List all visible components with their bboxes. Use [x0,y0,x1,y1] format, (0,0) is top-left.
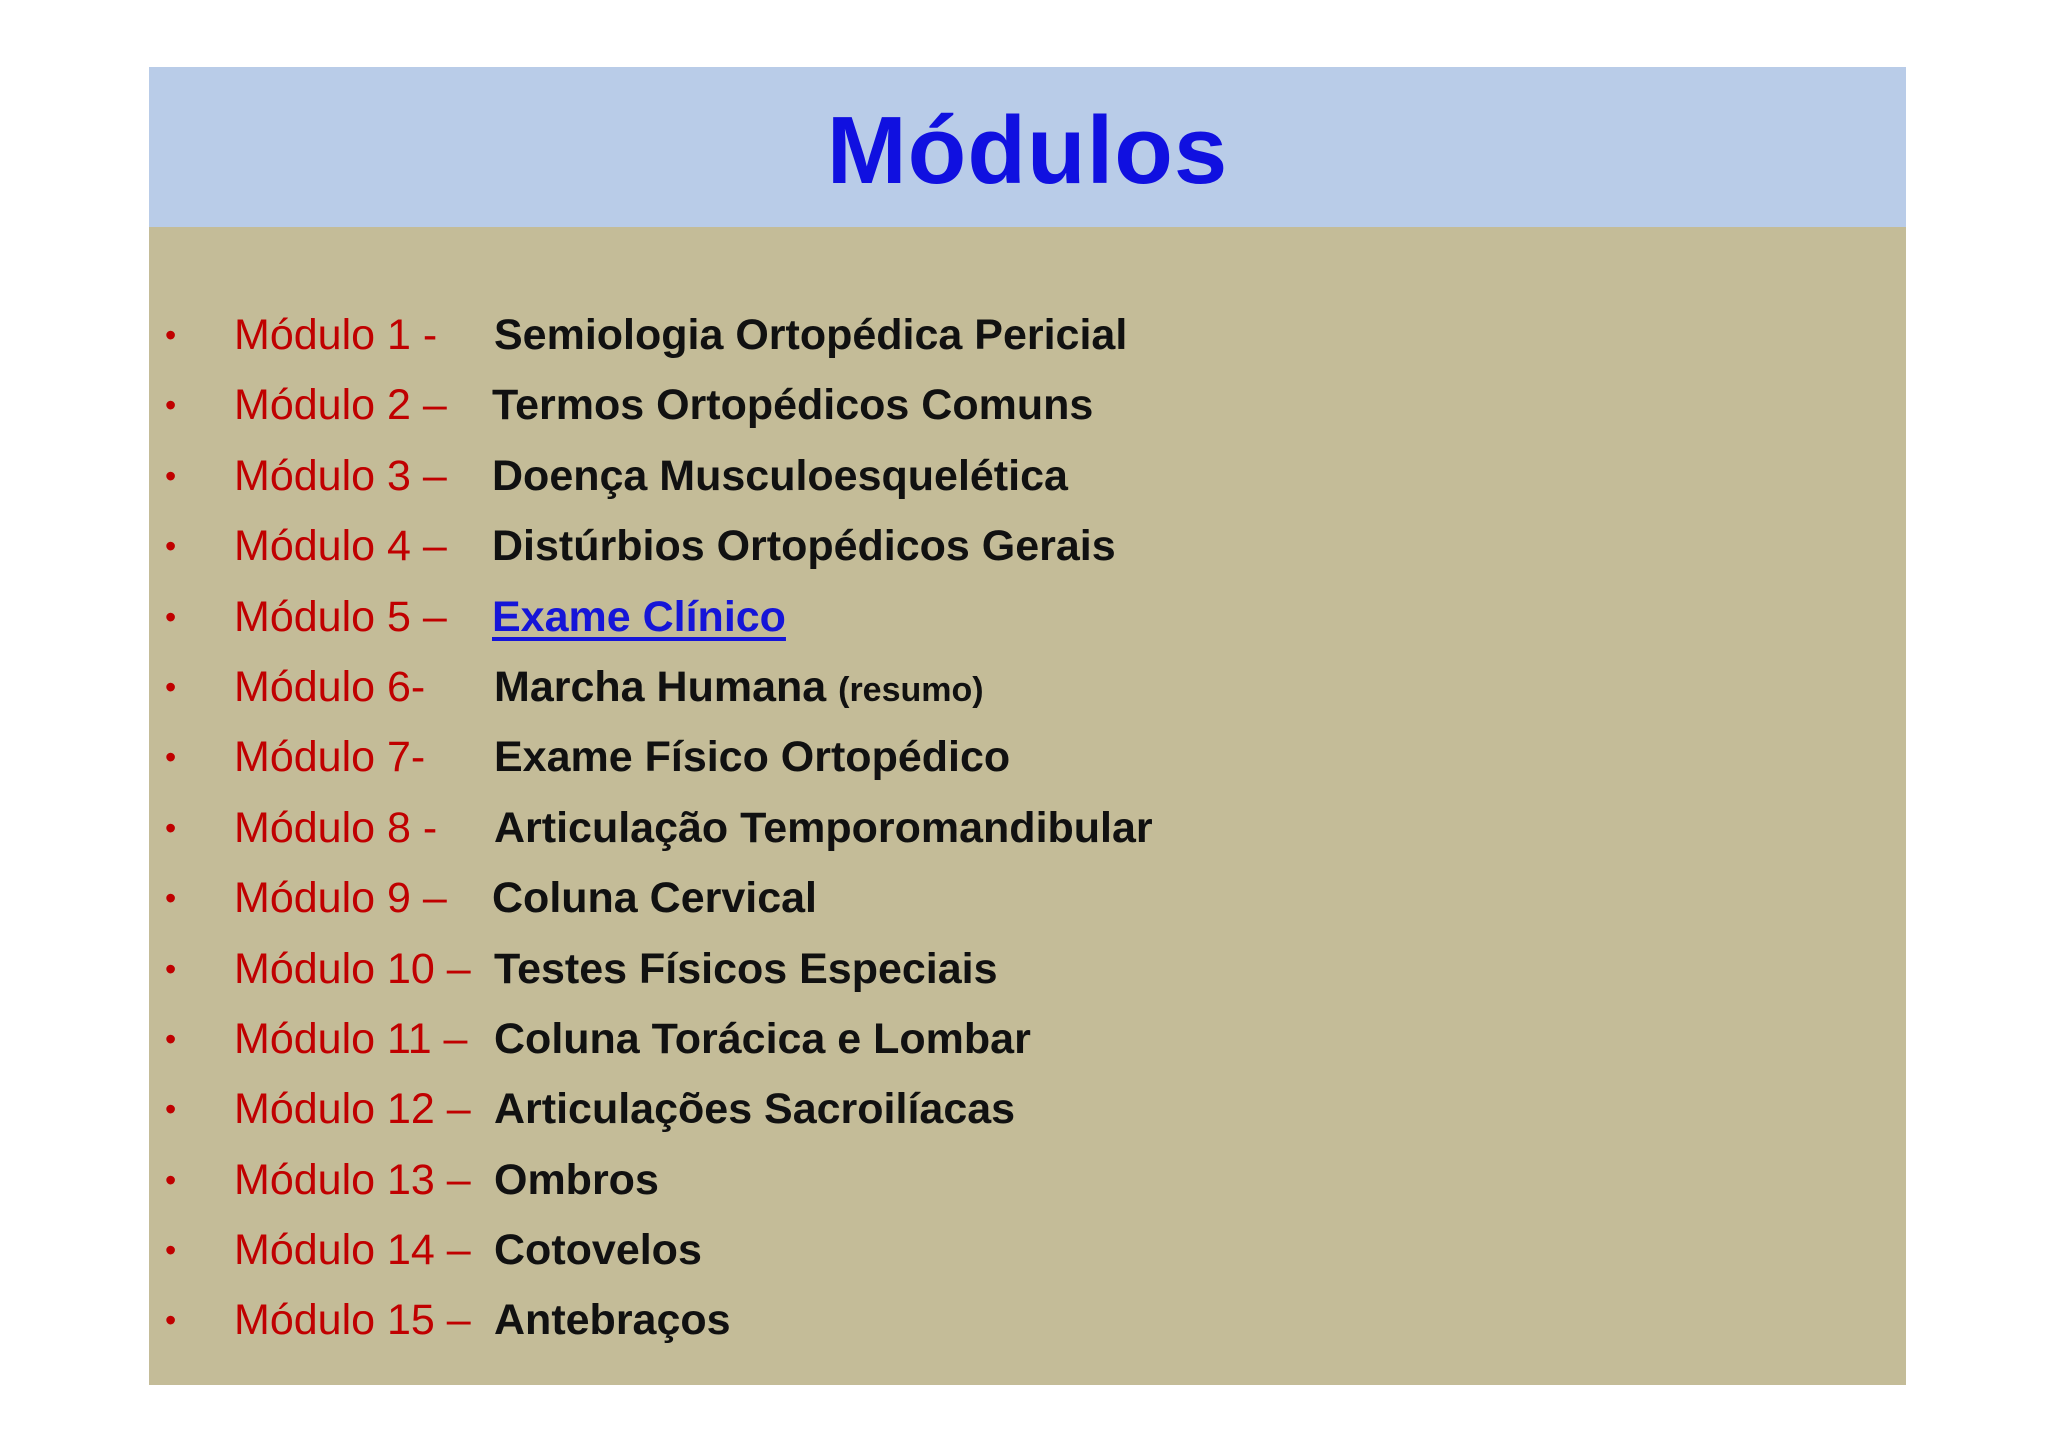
bullet-icon: • [165,1232,177,1269]
bullet-icon: • [165,809,177,846]
bullet-icon: • [165,1161,177,1198]
module-title: Doença Musculoesquelética [492,451,1068,500]
module-prefix: Módulo 9 – [234,874,447,923]
exame-clinico-link[interactable]: Exame Clínico [492,592,786,641]
bullet-icon: • [165,1091,177,1128]
module-prefix: Módulo 13 – [234,1155,471,1204]
module-title-wrap [494,652,984,725]
bullet-icon: • [165,1302,177,1339]
bullet-icon: • [165,950,177,987]
title-band [149,67,1906,227]
bullet-icon: • [165,317,177,353]
bullet-icon: • [165,457,177,494]
module-prefix: Módulo 6- [234,662,426,711]
module-prefix: Módulo 1 - [234,311,438,359]
bullet-icon: • [165,668,177,705]
module-title: Testes Físicos Especiais [494,944,998,993]
module-title: Termos Ortopédicos Comuns [492,381,1094,430]
module-title: Distúrbios Ortopédicos Gerais [492,522,1116,571]
module-title: Articulação Temporomandibular [494,803,1153,852]
module-title: Coluna Cervical [492,874,817,923]
bullet-icon: • [165,387,177,424]
module-prefix: Módulo 3 – [234,451,447,500]
module-title: Semiologia Ortopédica Pericial [494,311,1128,359]
module-title: Coluna Torácica e Lombar [494,1014,1031,1063]
module-prefix: Módulo 10 – [234,944,471,993]
module-prefix: Módulo 8 - [234,803,438,852]
bullet-icon: • [165,739,177,776]
bullet-icon: • [165,1020,177,1057]
module-prefix: Módulo 2 – [234,381,447,430]
module-title: Ombros [494,1155,659,1204]
module-prefix: Módulo 12 – [234,1085,471,1134]
module-prefix: Módulo 4 – [234,522,447,571]
module-prefix: Módulo 7- [234,733,426,782]
module-title: Antebraços [494,1296,731,1345]
bullet-icon: • [165,528,177,565]
bullet-icon: • [165,880,177,917]
module-note: (resumo) [838,670,984,709]
slide-title: Módulos [826,97,1229,204]
bullet-icon: • [165,598,177,635]
module-title: Articulações Sacroilíacas [494,1085,1016,1134]
module-title: Marcha Humana [494,662,827,711]
module-title: Cotovelos [494,1226,702,1275]
module-prefix: Módulo 14 – [234,1226,471,1275]
module-prefix: Módulo 15 – [234,1296,471,1345]
module-prefix: Módulo 5 – [234,592,447,641]
slide [149,67,1906,1385]
module-title: Exame Físico Ortopédico [494,733,1011,782]
module-prefix: Módulo 11 – [234,1014,468,1063]
